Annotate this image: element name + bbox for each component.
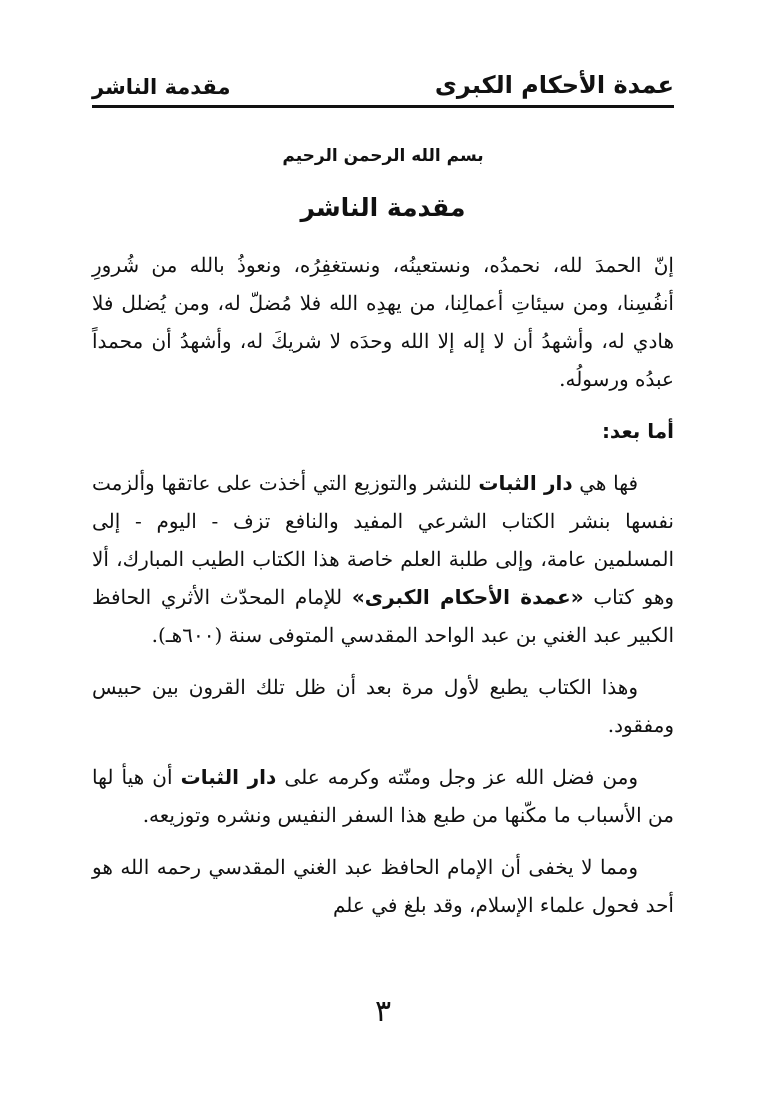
text-segment: ومن فضل الله عز وجل ومنّته وكرمه على — [284, 765, 638, 789]
paragraph-first-print: وهذا الكتاب يطبع لأول مرة بعد أن ظل تلك القرون بين حبيس ومفقود. — [92, 675, 674, 737]
body-text — [92, 246, 674, 938]
paragraph-grace-of-allah — [92, 758, 674, 834]
text-segment: للنشر والتوزيع التي أخذت على عاتقها وألزمت نفسها بنشر الكتاب الشرعي المفيد والنافع تزف - اليوم - إلى المسلمين عامة، وإلى طلبة العلم خاصة هذا الكتاب الطيب المبارك، ألا وهو كتاب — [92, 471, 675, 609]
basmala: بسم الله الرحمن الرحيم — [282, 146, 484, 166]
paragraph-about-imam: ومما لا يخفى أن الإمام الحافظ عبد الغني المقدسي رحمه الله هو أحد فحول علماء الإسلام، وقد بلغ في علم — [92, 855, 674, 917]
publisher-name: دار الثبات — [180, 765, 277, 789]
header-section-title: مقدمة الناشر — [92, 75, 231, 99]
text-segment: فها هي — [579, 471, 639, 495]
paragraph-amma-bad: أما بعد: — [601, 419, 674, 443]
book-name: «عمدة الأحكام الكبرى» — [351, 585, 584, 609]
publisher-name: دار الثبات — [478, 471, 573, 495]
page-number: ٣ — [374, 994, 392, 1029]
page-title: مقدمة الناشر — [300, 193, 466, 222]
paragraph-opening-praise: إنّ الحمدَ لله، نحمدُه، ونستعينُه، ونستغفِرُه، ونعوذُ بالله من شُرورِ أنفُسِنا، ومن سيئاتِ أعمالِنا، من يهدِه الله فلا مُضلّ له، ومن يُضلل فلا هادي له، وأشهدُ أن لا إله إلا الله وحدَه لا شريكَ له، وأشهدُ أن محمداً عبدُه ورسولُه. — [92, 253, 674, 391]
header-book-title: عمدة الأحكام الكبرى — [434, 71, 674, 99]
paragraph-publisher-intro — [92, 464, 674, 654]
text-segment: للإمام المحدّث الأثري الحافظ الكبير عبد الغني بن عبد الواحد المقدسي المتوفى سنة (٦٠٠هـ). — [92, 585, 674, 647]
running-header — [92, 68, 674, 108]
text-segment: أن هيأ لها من الأسباب ما مكّنها من طبع هذا السفر النفيس ونشره وتوزيعه. — [92, 765, 674, 827]
